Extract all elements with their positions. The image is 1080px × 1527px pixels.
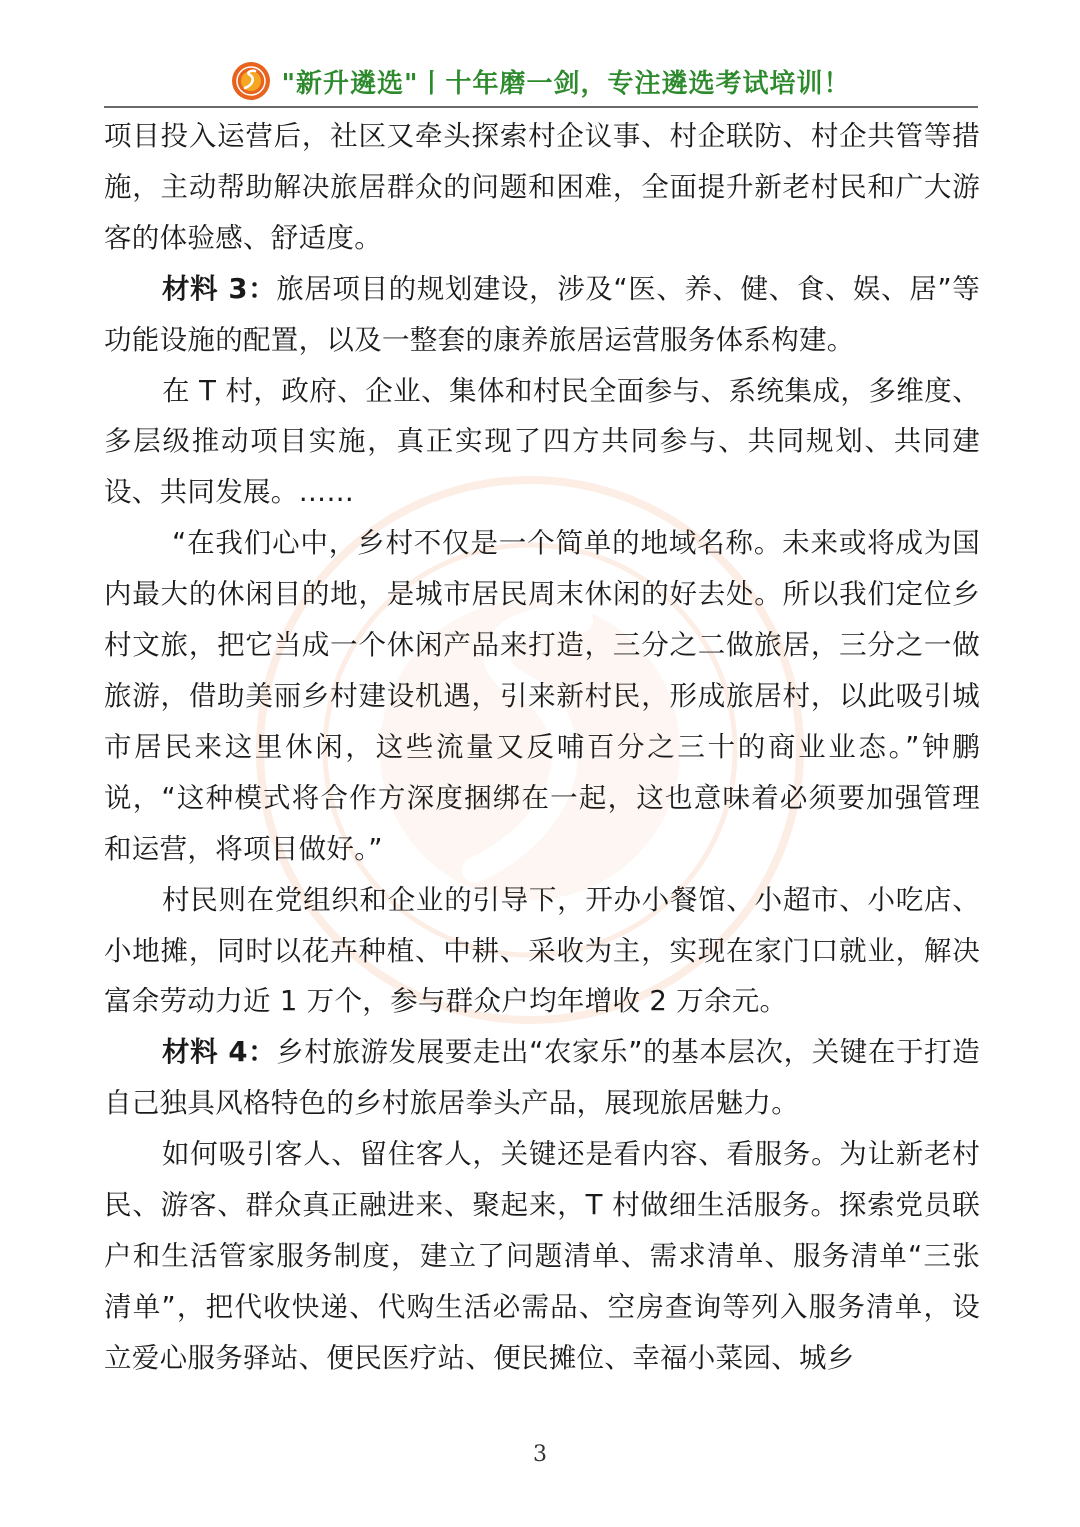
page-number: 3 [533, 1442, 547, 1467]
paragraph: 村民则在党组织和企业的引导下，开办小餐馆、小超市、小吃店、小地摊，同时以花卉种植、中耕、采收为主，实现在家门口就业，解决富余劳动力近 1 万个，参与群众户均年增收 2 万余元。 [104, 883, 980, 1018]
material-4-text: 乡村旅游发展要走出“农家乐”的基本层次，关键在于打造自己独具风格特色的乡村旅居拳头产品，展现旅居魅力。 [104, 1036, 980, 1120]
page-header [104, 56, 978, 108]
material-3-text: 旅居项目的规划建设，涉及“医、养、健、食、娱、居”等功能设施的配置，以及一整套的康养旅居运营服务体系构建。 [104, 272, 980, 356]
header-slogan: "新升遴选"丨十年磨一剑，专注遴选考试培训！ [281, 68, 851, 99]
sun-logo-icon [231, 61, 271, 101]
quote-paragraph: “在我们心中，乡村不仅是一个简单的地域名称。未来或将成为国内最大的休闲目的地，是城市居民周末休闲的好去处。所以我们定位乡村文旅，把它当成一个休闲产品来打造，三分之二做旅居，三分之一做旅游，借助美丽乡村建设机遇，引来新村民，形成旅居村，以此吸引城市居民来这里休闲，这些流量又反哺百分之三十的商业业态。”钟鹏说，“这种模式将合作方深度捆绑在一起，这也意味着必须要加强管理和运营，将项目做好。” [104, 527, 980, 865]
paragraph: 在 T 村，政府、企业、集体和村民全面参与、系统集成，多维度、多层级推动项目实施，真正实现了四方共同参与、共同规划、共同建设、共同发展。…… [104, 374, 980, 509]
paragraph: 项目投入运营后，社区又牵头探索村企议事、村企联防、村企共管等措施，主动帮助解决旅居群众的问题和困难，全面提升新老村民和广大游客的体验感、舒适度。 [104, 120, 980, 254]
material-4-paragraph [104, 1027, 980, 1129]
material-3-paragraph [104, 264, 980, 366]
paragraph: 如何吸引客人、留住客人，关键还是看内容、看服务。为让新老村民、游客、群众真正融进来、聚起来，T 村做细生活服务。探索党员联户和生活管家服务制度，建立了问题清单、需求清单、服务清单“三张清单”，把代收快递、代购生活必需品、空房查询等列入服务清单，设立爱心服务驿站、便民医疗站、便民摊位、幸福小菜园、城乡 [104, 1138, 980, 1374]
material-4-label: 材料 4： [162, 1036, 277, 1069]
document-body [104, 111, 980, 1384]
material-3-label: 材料 3： [162, 272, 277, 305]
